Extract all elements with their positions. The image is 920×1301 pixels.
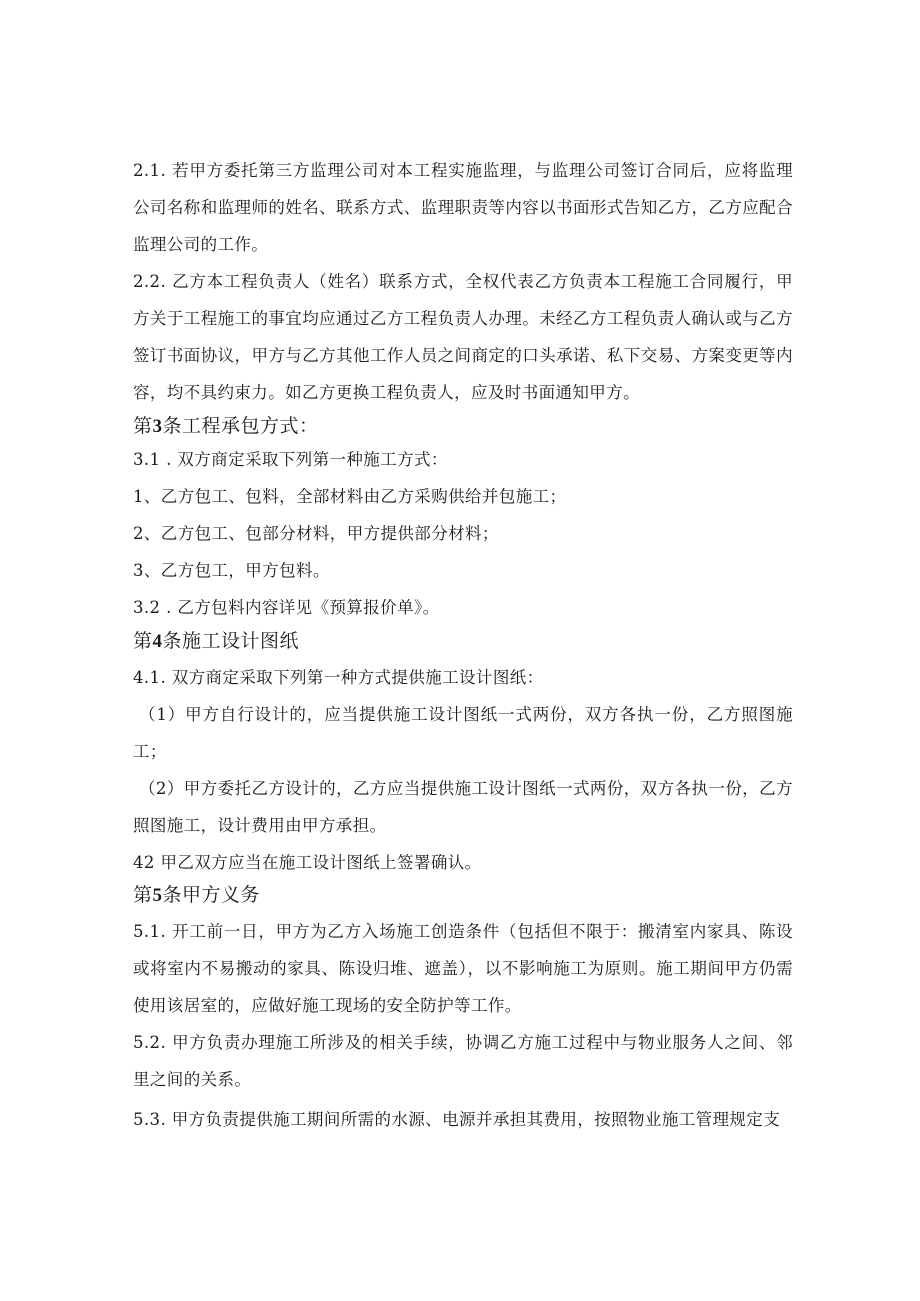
clause-2-1: 2.1. 若甲方委托第三方监理公司对本工程实施监理，与监理公司签订合同后，应将监理公司名称和监理师的姓名、联系方式、监理职责等内容以书面形式告知乙方，乙方应配合监理公司的工作。 — [133, 161, 793, 254]
clause-3-1: 3.1 . 双方商定采取下列第一种施工方式： — [133, 450, 448, 469]
clause-4-1: 4.1. 双方商定采取下列第一种方式提供施工设计图纸： — [133, 668, 544, 687]
article-5-body — [133, 913, 793, 1098]
article-2-body — [133, 152, 793, 411]
article-4-body — [133, 659, 793, 881]
clause-4-2: 42 甲乙双方应当在施工设计图纸上签署确认。 — [133, 853, 482, 872]
article-3-body — [133, 441, 793, 626]
method-item-2: 2、乙方包工、包部分材料，甲方提供部分材料； — [133, 524, 499, 543]
clause-3-2: 3.2 . 乙方包料内容详见《预算报价单》。 — [133, 598, 440, 617]
option-1: （1）甲方自行设计的，应当提供施工设计图纸一式两份，双方各执一份，乙方照图施工； — [133, 705, 793, 761]
clause-2-2: 2.2. 乙方本工程负责人（姓名）联系方式，全权代表乙方负责本工程施工合同履行，甲方关于工程施工的事宜均应通过乙方工程负责人办理。未经乙方工程负责人确认或与乙方签订书面协议，甲方与乙方其他工作人员之间商定的口头承诺、私下交易、方案变更等内容，均不具约束力。如乙方更换工程负责人，应及时书面通知甲方。 — [133, 272, 793, 402]
method-item-3: 3、乙方包工，甲方包料。 — [133, 561, 330, 580]
option-2: （2）甲方委托乙方设计的，乙方应当提供施工设计图纸一式两份，双方各执一份，乙方照图施工，设计费用由甲方承担。 — [133, 779, 793, 835]
method-item-1: 1、乙方包工、包料，全部材料由乙方采购供给并包施工； — [133, 487, 567, 506]
clause-5-2: 5.2. 甲方负责办理施工所涉及的相关手续，协调乙方施工过程中与物业服务人之间、邻里之间的关系。 — [133, 1033, 793, 1089]
article-4-heading: 第4条施工设计图纸 — [133, 630, 300, 652]
article-3-heading: 第3条工程承包方式： — [133, 415, 319, 437]
clause-5-1: 5.1. 开工前一日，甲方为乙方入场施工创造条件（包括但不限于：搬清室内家具、陈设或将室内不易搬动的家具、陈设归堆、遮盖），以不影响施工为原则。施工期间甲方仍需使用该居室的，应做好施工现场的安全防护等工作。 — [133, 922, 793, 1015]
article-5-heading: 第5条甲方义务 — [133, 884, 261, 906]
clause-5-3: 5.3. 甲方负责提供施工期间所需的水源、电源并承担其费用，按照物业施工管理规定支 — [133, 1110, 781, 1129]
article-5-body-cont — [133, 1101, 793, 1138]
